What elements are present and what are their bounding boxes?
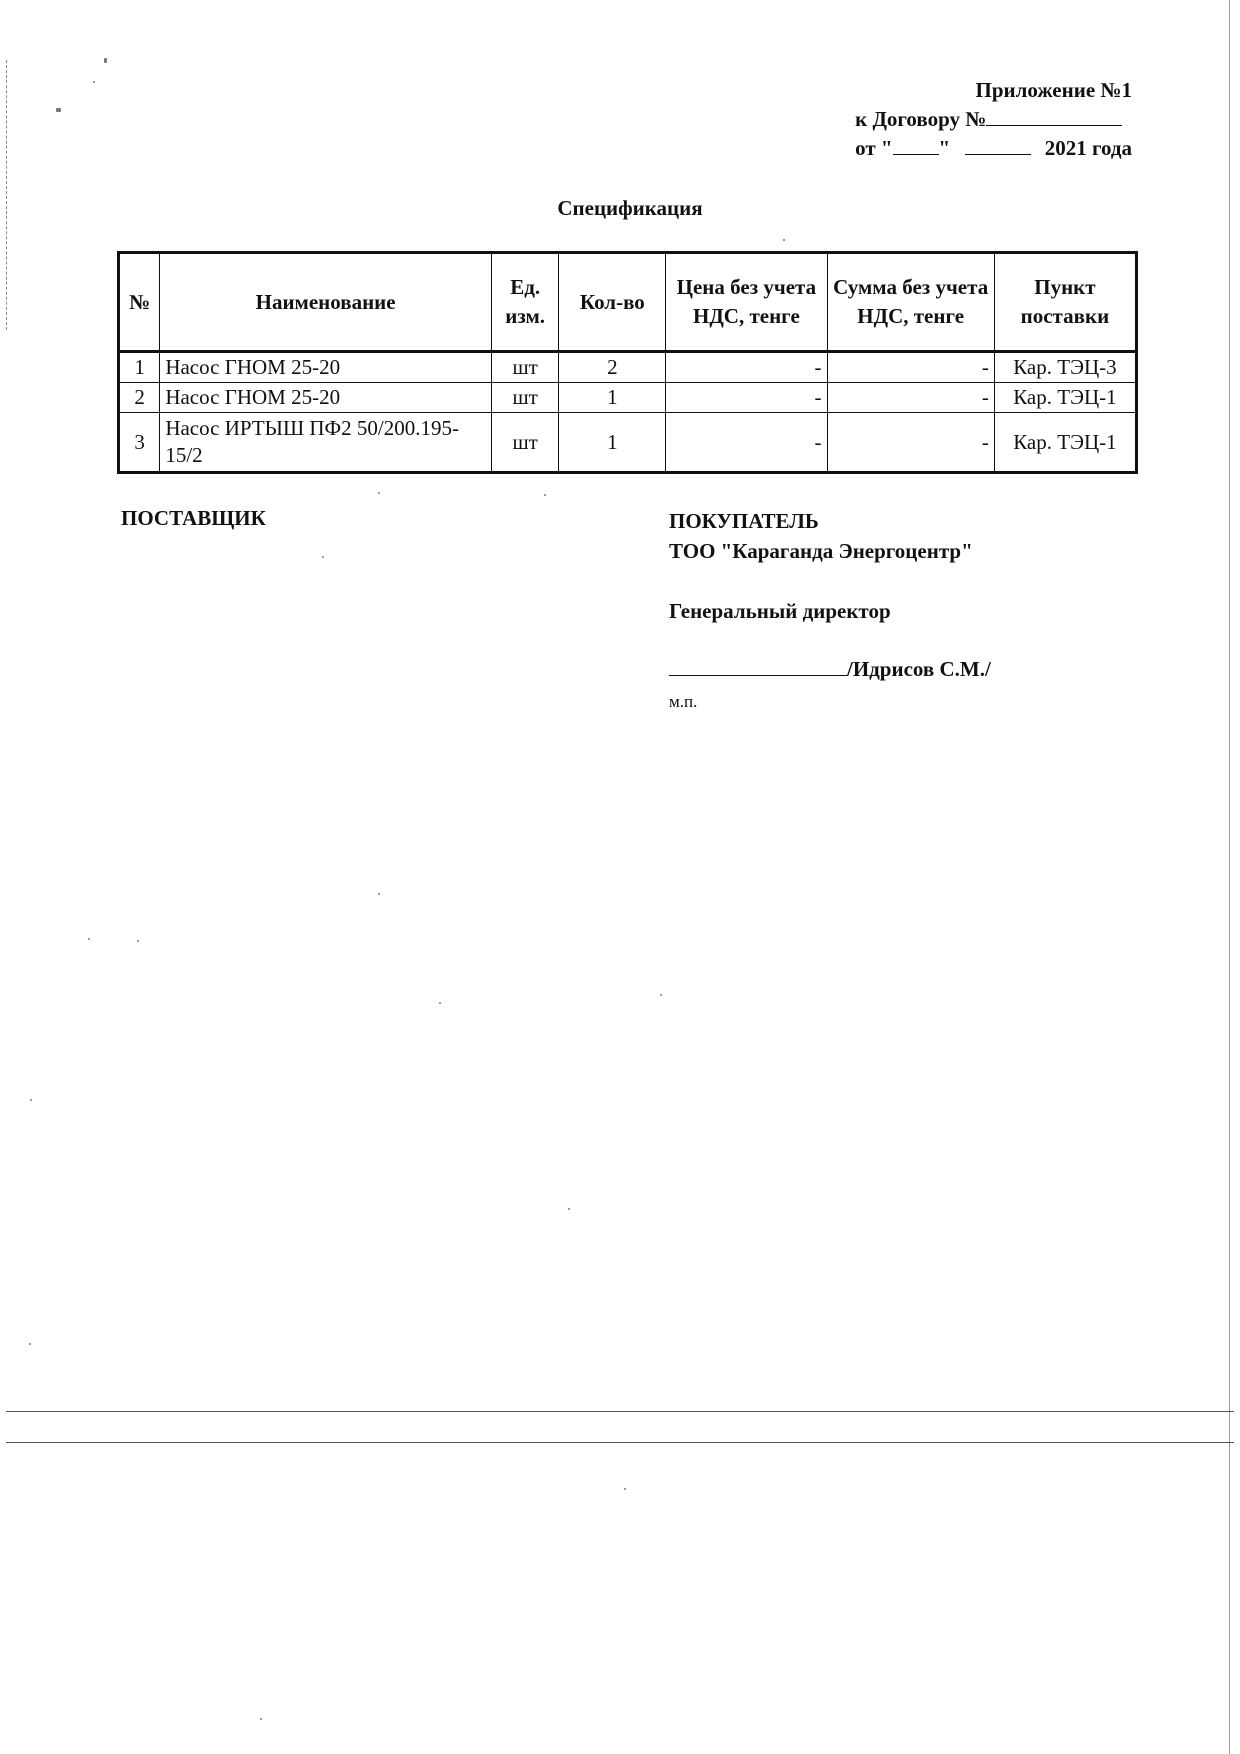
scan-speck — [439, 1002, 441, 1004]
item-name: Насос ГНОМ 25-20 — [160, 352, 492, 383]
column-header-unit: Ед. изм. — [491, 253, 559, 352]
item-delivery-point: Кар. ТЭЦ-1 — [994, 383, 1136, 413]
scan-speck — [783, 239, 785, 241]
column-header-delivery-point: Пункт поставки — [994, 253, 1136, 352]
scan-fold-line — [6, 1411, 1234, 1412]
date-quote: " — [938, 136, 951, 160]
signatory-name: /Идрисов С.М./ — [847, 657, 991, 681]
contract-number-blank — [986, 105, 1122, 126]
table-row — [119, 413, 1137, 473]
table-header-row — [119, 253, 1137, 352]
scan-speck — [56, 108, 61, 112]
signature-row — [669, 655, 991, 682]
page-edge — [1229, 0, 1230, 1754]
table-row — [119, 352, 1137, 383]
item-price: - — [666, 352, 827, 383]
column-header-name: Наименование — [160, 253, 492, 352]
item-delivery-point: Кар. ТЭЦ-3 — [994, 352, 1136, 383]
scan-fold-line — [6, 1442, 1234, 1443]
column-header-number: № — [119, 253, 160, 352]
month-blank — [965, 134, 1031, 155]
contract-date-line — [855, 134, 1132, 163]
date-prefix: от " — [855, 136, 893, 160]
scan-speck — [322, 556, 324, 558]
item-unit: шт — [491, 352, 559, 383]
item-sum: - — [827, 413, 994, 473]
appendix-title: Приложение №1 — [975, 78, 1132, 102]
item-unit: шт — [491, 383, 559, 413]
spacer — [669, 566, 973, 596]
scan-edge-mark — [6, 60, 8, 330]
item-unit: шт — [491, 413, 559, 473]
column-header-sum: Сумма без учета НДС, тенге — [827, 253, 994, 352]
item-price: - — [666, 413, 827, 473]
item-quantity: 2 — [559, 352, 666, 383]
row-number: 1 — [119, 352, 160, 383]
row-number: 2 — [119, 383, 160, 413]
scan-speck — [29, 1343, 31, 1345]
scan-speck — [624, 1488, 626, 1490]
supplier-label: ПОСТАВЩИК — [121, 506, 266, 530]
scan-speck — [137, 940, 139, 942]
column-header-quantity: Кол-во — [559, 253, 666, 352]
item-delivery-point: Кар. ТЭЦ-1 — [994, 413, 1136, 473]
scan-speck — [568, 1208, 570, 1210]
item-name: Насос ИРТЫШ ПФ2 50/200.195-15/2 — [160, 413, 492, 473]
item-sum: - — [827, 352, 994, 383]
signature-line — [669, 655, 847, 676]
scan-speck — [660, 994, 662, 996]
buyer-label: ПОКУПАТЕЛЬ — [669, 509, 819, 533]
stamp-placeholder: м.п. — [669, 692, 698, 711]
row-number: 3 — [119, 413, 160, 473]
item-quantity: 1 — [559, 383, 666, 413]
scan-speck — [88, 938, 90, 940]
scan-speck — [30, 1099, 32, 1101]
item-price: - — [666, 383, 827, 413]
buyer-block — [669, 506, 973, 626]
page-title: Спецификация — [557, 196, 703, 220]
scan-speck — [544, 494, 546, 496]
scan-speck — [93, 81, 95, 83]
scan-speck — [378, 893, 380, 895]
specification-table — [117, 251, 1138, 474]
buyer-company: ТОО "Караганда Энергоцентр" — [669, 539, 973, 563]
scan-speck — [104, 58, 107, 63]
item-name: Насос ГНОМ 25-20 — [160, 383, 492, 413]
scan-speck — [260, 1718, 262, 1720]
day-blank — [893, 134, 939, 155]
appendix-header — [855, 76, 1132, 163]
contract-year: 2021 года — [1044, 136, 1132, 160]
contract-prefix: к Договору № — [855, 107, 987, 131]
contract-number-line — [855, 105, 1132, 134]
item-quantity: 1 — [559, 413, 666, 473]
buyer-position: Генеральный директор — [669, 599, 891, 623]
table-row — [119, 383, 1137, 413]
item-sum: - — [827, 383, 994, 413]
column-header-price: Цена без учета НДС, тенге — [666, 253, 827, 352]
scan-speck — [378, 492, 380, 494]
